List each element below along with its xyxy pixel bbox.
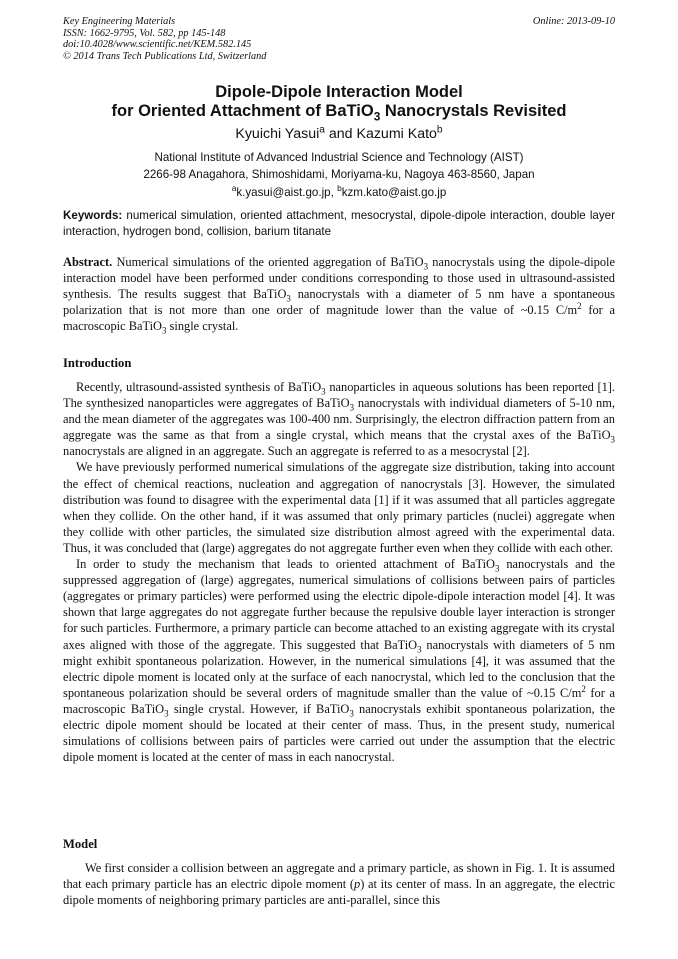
title-text: for Oriented Attachment of BaTiO bbox=[111, 102, 374, 120]
abstract-text: nanocrystals with a diameter of 5 nm have a spontaneous polarization that is not more than one order of magnitude lower than the value of ~0.15 C/m bbox=[63, 287, 615, 317]
author-superscript: a bbox=[319, 124, 325, 136]
title-subscript: 3 bbox=[373, 109, 381, 124]
paragraph: We have previously performed numerical simulations of the aggregate size distribution, taking into account the effect of chemical reactions, nucleation and aggregation of nanocrystals [3]. However, the simulated distribution was found to disagree with the experimental data [1] if it was assumed that all particles aggregate when they collide. On the other hand, if it was assumed that only primary particles (nuclei) aggregate when they collide with other particles, the simulated size distribution almost agreed with the experimental data. Thus, it was concluded that (large) aggregates do not aggregate further even when they collide with each other. bbox=[63, 460, 615, 555]
email-text: kzm.kato@aist.go.jp bbox=[341, 186, 447, 199]
subscript: 3 bbox=[349, 708, 354, 719]
abstract-text: single crystal. bbox=[166, 319, 239, 333]
paragraph-text: nanocrystals exhibit spontaneous polarization, the electric dipole moment should be located at their center of mass. Thus, in the present study, numerical simulations of collisions between pairs of particles were carried out under the assumption that the electric dipole moment is located at the center of mass in each nanocrystal. bbox=[63, 701, 615, 765]
superscript: 2 bbox=[581, 683, 586, 694]
journal-name: Key Engineering Materials bbox=[63, 16, 176, 27]
paragraph-text: nanoparticles in aqueous solutions has been reported [1]. The synthesized nanoparticles were aggregates of BaTiO bbox=[63, 380, 616, 411]
superscript: 2 bbox=[577, 300, 582, 311]
author-separator: and bbox=[324, 126, 357, 142]
keywords-label: Keywords: bbox=[63, 209, 123, 222]
section-heading-model: Model bbox=[63, 837, 98, 851]
paper-title bbox=[63, 83, 615, 124]
paragraph bbox=[63, 556, 615, 765]
author-name: Kazumi Kato bbox=[356, 126, 437, 142]
subscript: 3 bbox=[610, 434, 615, 445]
paragraph-text: Recently, ultrasound-assisted synthesis of BaTiO bbox=[76, 380, 322, 394]
subscript: 3 bbox=[321, 386, 326, 397]
abstract-label: Abstract. bbox=[63, 255, 113, 269]
subscript: 3 bbox=[162, 325, 167, 336]
paragraph-text: nanocrystals and the suppressed aggregation of (large) aggregates, numerical simulations of collisions between pairs of particles (aggregates or primary particles) were performed using the electric dipole-dipole interaction model [4]. It was shown that large aggregates do not aggregate further because the repulsive double layer interaction is stronger for such particles. Furthermore, a primary particle can become attached to an existing aggregate with its crystal axes aligned with those of the aggregate. This suggested that BaTiO bbox=[63, 557, 615, 652]
section-heading-introduction: Introduction bbox=[63, 356, 132, 370]
paragraph-text: ) at its center of mass. In an aggregate, the electric dipole moments of neighboring primary particles are anti-parallel, since this bbox=[63, 877, 615, 908]
email-text: k.yasui@aist.go.jp, bbox=[236, 186, 338, 199]
italic-symbol: p bbox=[354, 877, 361, 892]
author-superscript: b bbox=[436, 124, 443, 136]
journal-doi: doi:10.4028/www.scientific.net/KEM.582.145 bbox=[63, 39, 252, 50]
keywords bbox=[63, 208, 615, 239]
paragraph-text: We first consider a collision between an aggregate and a primary particle, as shown in Fig. 1. It is assumed that each primary particle has an electric dipole moment ( bbox=[63, 861, 615, 892]
subscript: 3 bbox=[417, 643, 422, 654]
affiliation bbox=[63, 150, 615, 183]
keywords-text: numerical simulation, oriented attachment, mesocrystal, dipole-dipole interaction, double layer interaction, hydrogen bond, collision, barium titanate bbox=[63, 209, 615, 238]
paragraph-text: for a macroscopic BaTiO bbox=[63, 685, 615, 716]
abstract bbox=[63, 254, 615, 334]
journal-issn: ISSN: 1662-9795, Vol. 582, pp 145-148 bbox=[63, 27, 226, 39]
paragraph-text: nanocrystals with individual diameters of 5-10 nm, and the mean diameter of the aggregates was 100-400 nm. Surprisingly, the electron diffraction pattern from an aggregate was the same as that from a single crystal, which means that the crystal axes of the BaTiO bbox=[63, 396, 615, 443]
subscript: 3 bbox=[164, 708, 169, 719]
abstract-text: Numerical simulations of the oriented aggregation of BaTiO bbox=[112, 255, 424, 269]
title-text: Nanocrystals Revisited bbox=[380, 102, 567, 120]
email-superscript: b bbox=[337, 183, 342, 194]
journal-copyright: © 2014 Trans Tech Publications Ltd, Switzerland bbox=[63, 50, 267, 62]
introduction-body bbox=[63, 379, 615, 765]
affiliation-line: National Institute of Advanced Industrial Science and Technology (AIST) bbox=[154, 151, 524, 164]
author-emails bbox=[63, 183, 615, 199]
paragraph-text: nanocrystals are aligned in an aggregate. Such an aggregate is referred to as a mesocrystal [2]. bbox=[63, 444, 530, 459]
abstract-text: nanocrystals using the dipole-dipole interaction model have been performed under conditions corresponding to those used in ultrasound-assisted synthesis. The results suggest that BaTiO bbox=[63, 255, 615, 301]
subscript: 3 bbox=[349, 402, 355, 413]
model-body bbox=[63, 860, 615, 908]
author-name: Kyuichi Yasui bbox=[235, 126, 320, 142]
title-line-2 bbox=[63, 102, 615, 124]
paragraph-text: single crystal. However, if BaTiO bbox=[168, 701, 350, 716]
journal-header bbox=[63, 16, 615, 62]
abstract-text: for a macroscopic BaTiO bbox=[63, 303, 615, 333]
subscript: 3 bbox=[495, 563, 500, 574]
author-list bbox=[63, 126, 615, 142]
paragraph-text: In order to study the mechanism that leads to oriented attachment of BaTiO bbox=[76, 557, 496, 572]
paragraph bbox=[63, 379, 615, 459]
email-superscript: a bbox=[231, 183, 237, 194]
subscript: 3 bbox=[286, 293, 291, 304]
paragraph bbox=[63, 860, 615, 908]
subscript: 3 bbox=[423, 261, 429, 272]
online-date: Online: 2013-09-10 bbox=[532, 16, 615, 27]
affiliation-line: 2266-98 Anagahora, Shimoshidami, Moriyama-ku, Nagoya 463-8560, Japan bbox=[143, 167, 535, 181]
paragraph-text: nanocrystals with diameters of 5 nm might exhibit spontaneous polarization. However, in the numerical simulations [4], it was assumed that the electric dipole moment is located only at the surface of each nanocrystal, which led to the conclusion that the spontaneous polarization should be several orders of magnitude smaller than the value of ~0.15 C/m bbox=[63, 637, 615, 700]
title-line-1: Dipole-Dipole Interaction Model bbox=[215, 83, 463, 101]
